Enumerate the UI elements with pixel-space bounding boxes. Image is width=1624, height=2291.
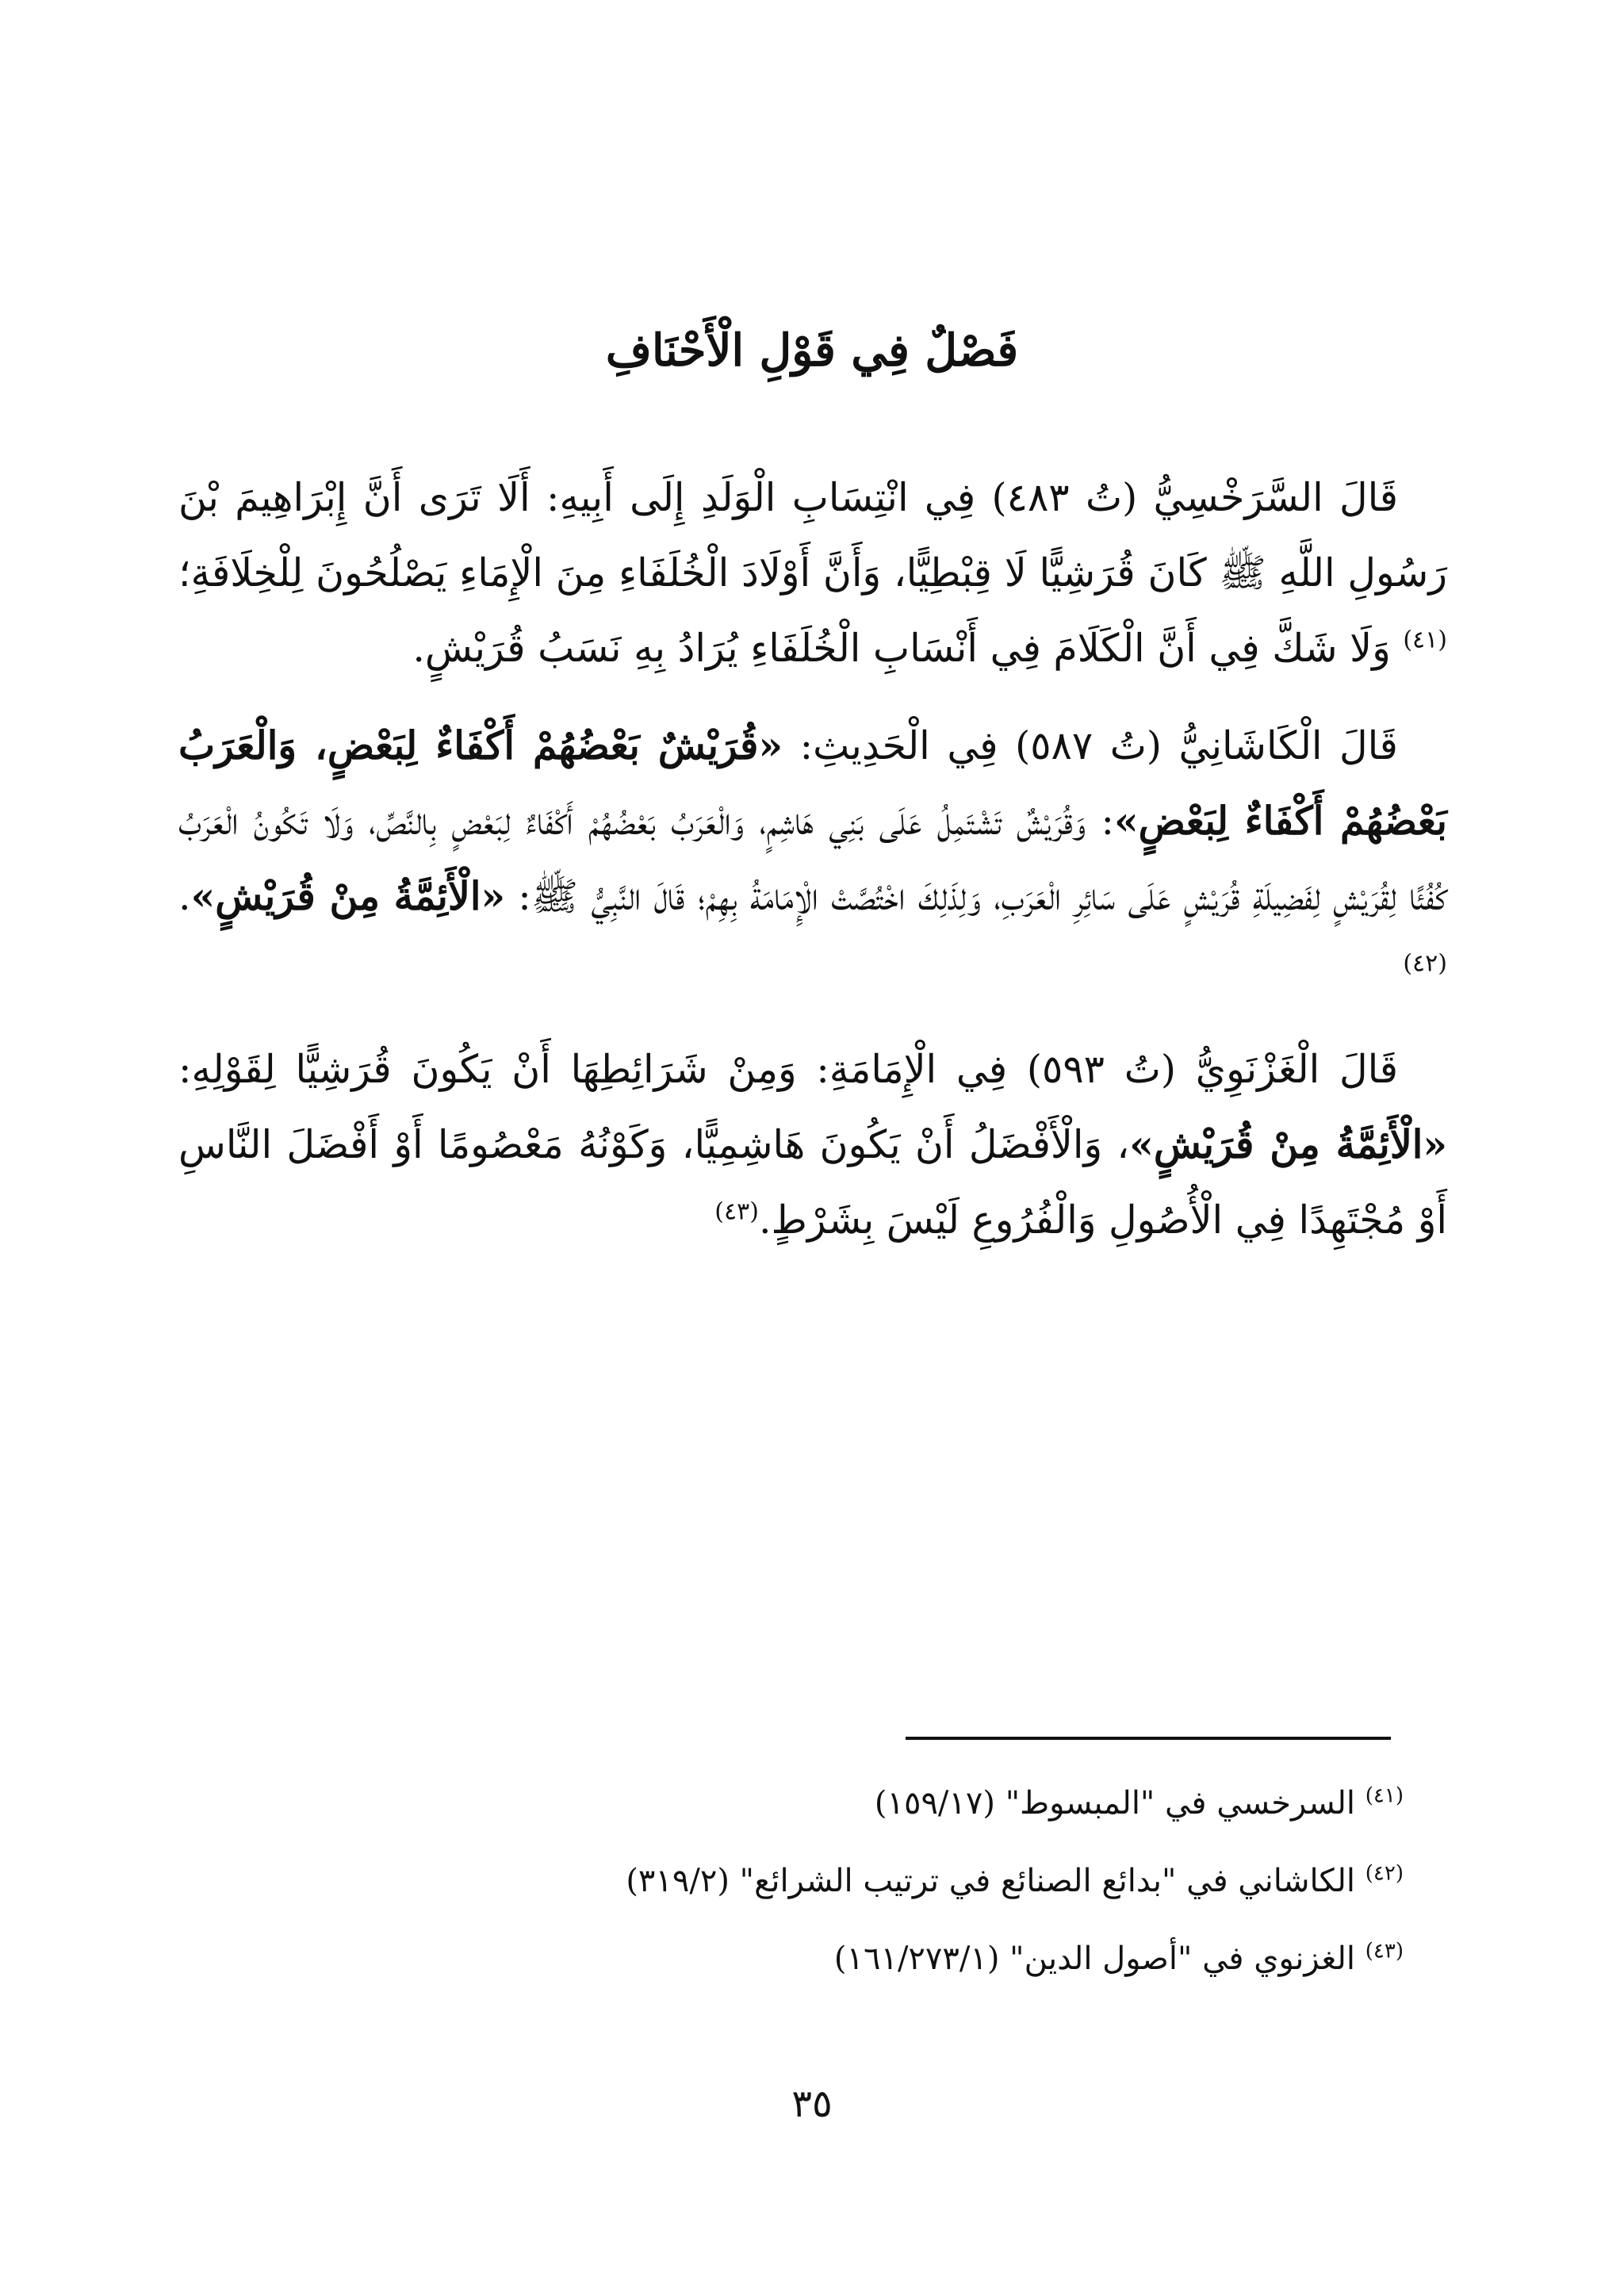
chapter-title: فَصْلٌ فِي قَوْلِ الْأَحْنَافِ bbox=[605, 324, 1019, 377]
footnote-marker: (٤٣) bbox=[714, 1197, 759, 1226]
footnote-divider bbox=[906, 1737, 1391, 1740]
footnote-number: (٤٣) bbox=[1365, 1939, 1404, 1963]
paragraph-text: ، وَالْأَفْضَلُ أَنْ يَكُونَ هَاشِمِيًّا، وَكَوْنُهُ مَعْصُومًا أَوْ أَفْضَلَ النَّاسِ أَوْ مُجْتَهِدًا فِي الْأُصُولِ وَالْفُرُوعِ لَيْسَ بِشَرْطٍ. bbox=[178, 1122, 1447, 1243]
footnote-marker: (٤١) bbox=[1403, 626, 1447, 654]
paragraph-text: قَالَ الْغَزْنَوِيُّ (تُ ٥٩٣) فِي الْإِمَامَةِ: وَمِنْ شَرَائِطِهَا أَنْ يَكُونَ قُرَشِيًّا لِقَوْلِهِ: bbox=[178, 1047, 1399, 1092]
footnote-text: الغزنوي في "أصول الدين" (١٦١/٢٧٣/١) bbox=[833, 1940, 1365, 1977]
footnote bbox=[178, 1920, 1404, 1998]
paragraph-text: قَالَ السَّرَخْسِيُّ (تُ ٤٨٣) فِي انْتِسَابِ الْوَلَدِ إِلَى أَبِيهِ: أَلَا تَرَى أَنَّ إِبْرَاهِيمَ بْنَ رَسُولِ اللَّهِ ﷺ كَانَ قُرَشِيًّا لَا قِبْطِيًّا، وَأَنَّ أَوْلَادَ الْخُلَفَاءِ مِنَ الْإِمَاءِ يَصْلُحُونَ لِلْخِلَافَةِ؛ bbox=[178, 475, 1447, 596]
footnote bbox=[178, 1764, 1404, 1842]
paragraph bbox=[178, 460, 1447, 686]
paragraph bbox=[178, 708, 1447, 1009]
page-number: ٣٥ bbox=[791, 2082, 833, 2126]
paragraph-text: قَالَ الْكَاشَانِيُّ (تُ ٥٨٧) فِي الْحَدِيثِ: bbox=[783, 723, 1398, 768]
paragraph bbox=[178, 1032, 1447, 1258]
footnote-text: السرخسي في "المبسوط" (١٥٩/١٧) bbox=[874, 1785, 1365, 1822]
hadith-quote: «الْأَئِمَّةُ مِنْ قُرَيْشٍ» bbox=[190, 873, 506, 919]
main-text bbox=[178, 460, 1447, 1280]
footnote-text: الكاشاني في "بدائع الصنائع في ترتيب الشرائع" (٣١٩/٢) bbox=[626, 1863, 1365, 1899]
paragraph-text: . bbox=[178, 874, 191, 919]
footnote-number: (٤٢) bbox=[1365, 1861, 1404, 1886]
paragraph-text: وَلَا شَكَّ فِي أَنَّ الْكَلَامَ فِي أَنْسَابِ الْخُلَفَاءِ يُرَادُ بِهِ نَسَبُ قُرَيْشٍ. bbox=[412, 626, 1404, 671]
footnote-marker: (٤٢) bbox=[1403, 949, 1447, 978]
footnote bbox=[178, 1842, 1404, 1920]
hadith-quote: «الْأَئِمَّةُ مِنْ قُرَيْشٍ» bbox=[1129, 1121, 1448, 1167]
hadith-quote: «قُرَيْشٌ بَعْضُهُمْ أَكْفَاءٌ لِبَعْضٍ، وَالْعَرَبُ بَعْضُهُمْ أَكْفَاءٌ لِبَعْضٍ» bbox=[178, 722, 1447, 844]
footnote-number: (٤١) bbox=[1365, 1783, 1404, 1808]
paragraph-text: : وَقُرَيْشٌ تَشْتَمِلُ عَلَى بَنِي هَاشِمٍ، وَالْعَرَبُ بَعْضُهُمْ أَكْفَاءٌ لِبَعْضٍ بِالنَّصِّ، وَلَا تَكُونُ الْعَرَبُ كُفُئًا لِقُرَيْشٍ لِفَضِيلَةِ قُرَيْشٍ عَلَى سَائِرِ الْعَرَبِ، وَلِذَلِكَ اخْتُصَّتْ الْإِمَامَةُ بِهِمْ؛ قَالَ النَّبِيُّ ﷺ: bbox=[178, 799, 1448, 919]
footnotes-section bbox=[178, 1764, 1404, 1998]
